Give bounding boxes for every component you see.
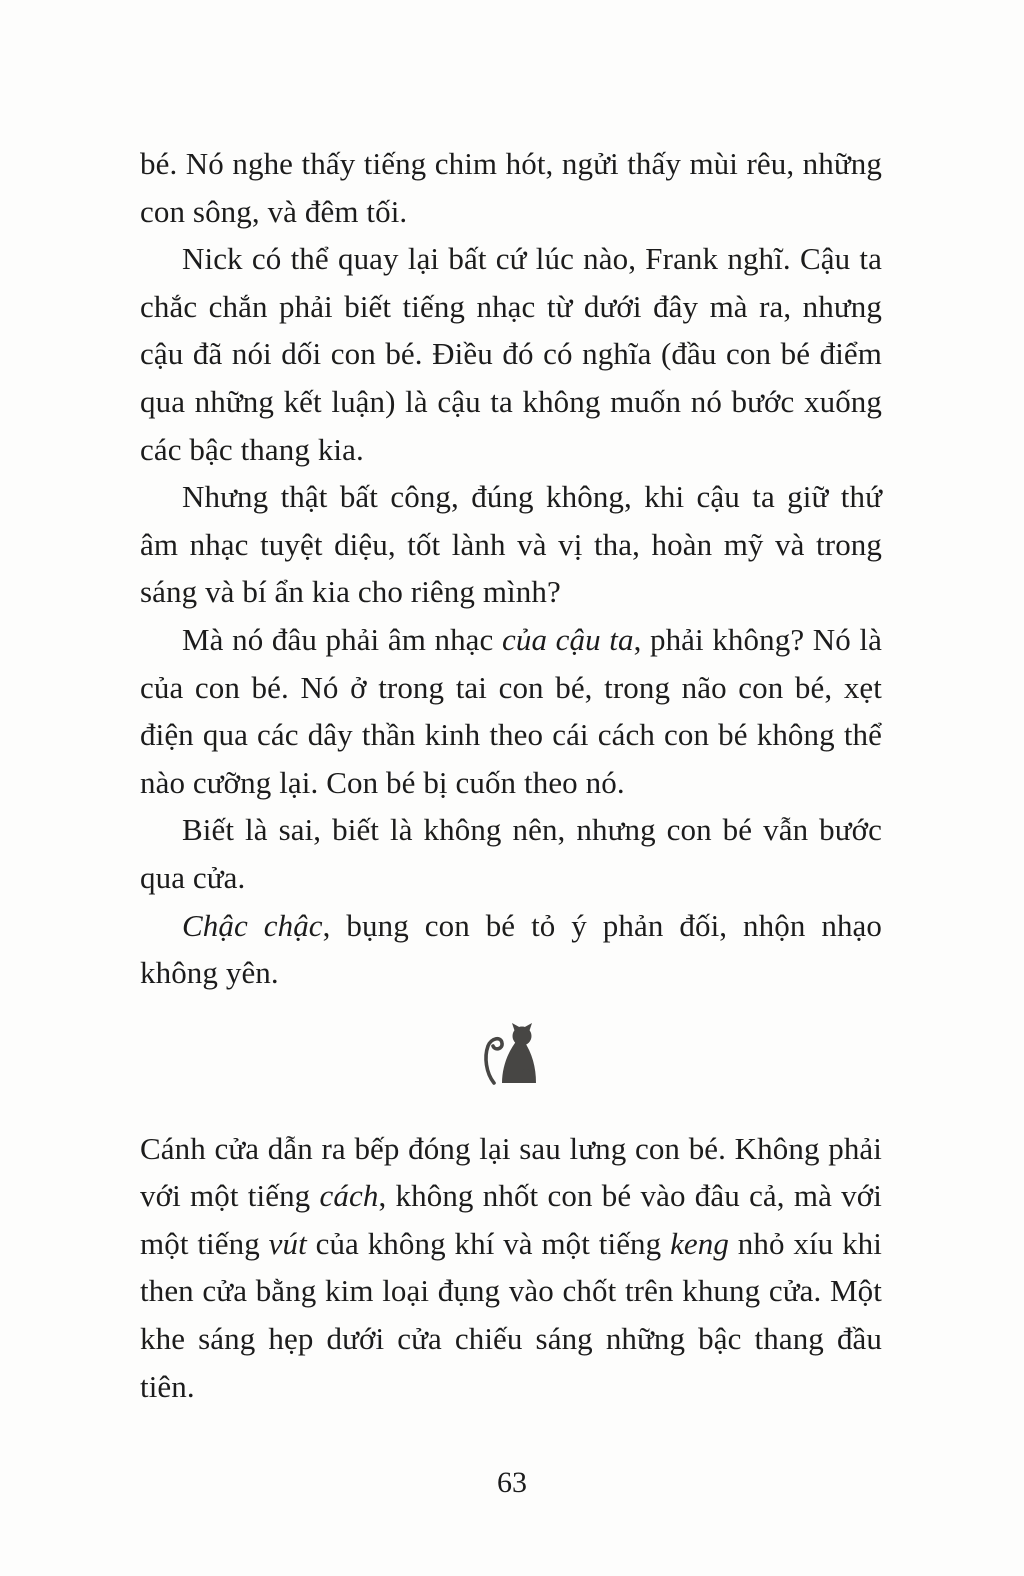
body-paragraph: [140, 473, 882, 616]
text-segment: , không nhốt con bé vào đâu cả, mà với một tiếng: [140, 1178, 882, 1261]
italic-text-segment: vút: [268, 1225, 307, 1261]
italic-text-segment: keng: [670, 1225, 729, 1261]
text-segment: của không khí và một tiếng: [306, 1225, 671, 1261]
body-paragraph: [140, 140, 882, 235]
text-segment: Cánh cửa dẫn ra bếp đóng lại sau lưng con bé. Không phải với một tiếng: [140, 1130, 882, 1214]
body-paragraph: [140, 616, 882, 806]
page-text-block: [140, 140, 882, 1410]
text-segment: nhỏ xíu khi then cửa bằng kim loại đụng vào chốt trên khung cửa. Một khe sáng hẹp dưới cửa chiếu sáng những bậc thang đầu tiên.: [140, 1225, 882, 1404]
text-segment: bé. Nó nghe thấy tiếng chim hót, ngửi thấy mùi rêu, những con sông, và đêm tối.: [140, 146, 882, 229]
text-segment: Nhưng thật bất công, đúng không, khi cậu ta giữ thứ âm nhạc tuyệt diệu, tốt lành và vị tha, hoàn mỹ và trong sáng và bí ẩn kia cho riêng mình?: [140, 479, 882, 610]
body-paragraph: [140, 1125, 882, 1411]
page-number: 63: [497, 1466, 527, 1499]
text-segment: Nick có thể quay lại bất cứ lúc nào, Frank nghĩ. Cậu ta chắc chắn phải biết tiếng nhạc từ dưới đây mà ra, nhưng cậu đã nói dối con bé. Điều đó có nghĩa (đầu con bé điểm qua những kết luận) là cậu ta không muốn nó bước xuống các bậc thang kia.: [140, 241, 882, 467]
text-segment: , phải không? Nó là của con bé. Nó ở trong tai con bé, trong não con bé, xẹt điện qua các dây thần kinh theo cái cách con bé không thể nào cưỡng lại. Con bé bị cuốn theo nó.: [140, 621, 882, 800]
text-segment: Biết là sai, biết là không nên, nhưng con bé vẫn bước qua cửa.: [140, 812, 882, 895]
body-paragraph: [140, 902, 882, 997]
section-second: [140, 1125, 882, 1411]
text-segment: Mà nó đâu phải âm nhạc: [182, 621, 502, 657]
section-divider: [140, 1023, 882, 1087]
cat-ornament-icon: [480, 1023, 542, 1087]
italic-text-segment: cách: [319, 1178, 379, 1214]
italic-text-segment: Chậc chậc: [182, 907, 323, 943]
italic-text-segment: của cậu ta: [501, 621, 634, 657]
section-first: [140, 140, 882, 997]
body-paragraph: [140, 806, 882, 901]
text-segment: , bụng con bé tỏ ý phản đối, nhộn nhạo không yên.: [140, 907, 883, 991]
body-paragraph: [140, 235, 882, 473]
